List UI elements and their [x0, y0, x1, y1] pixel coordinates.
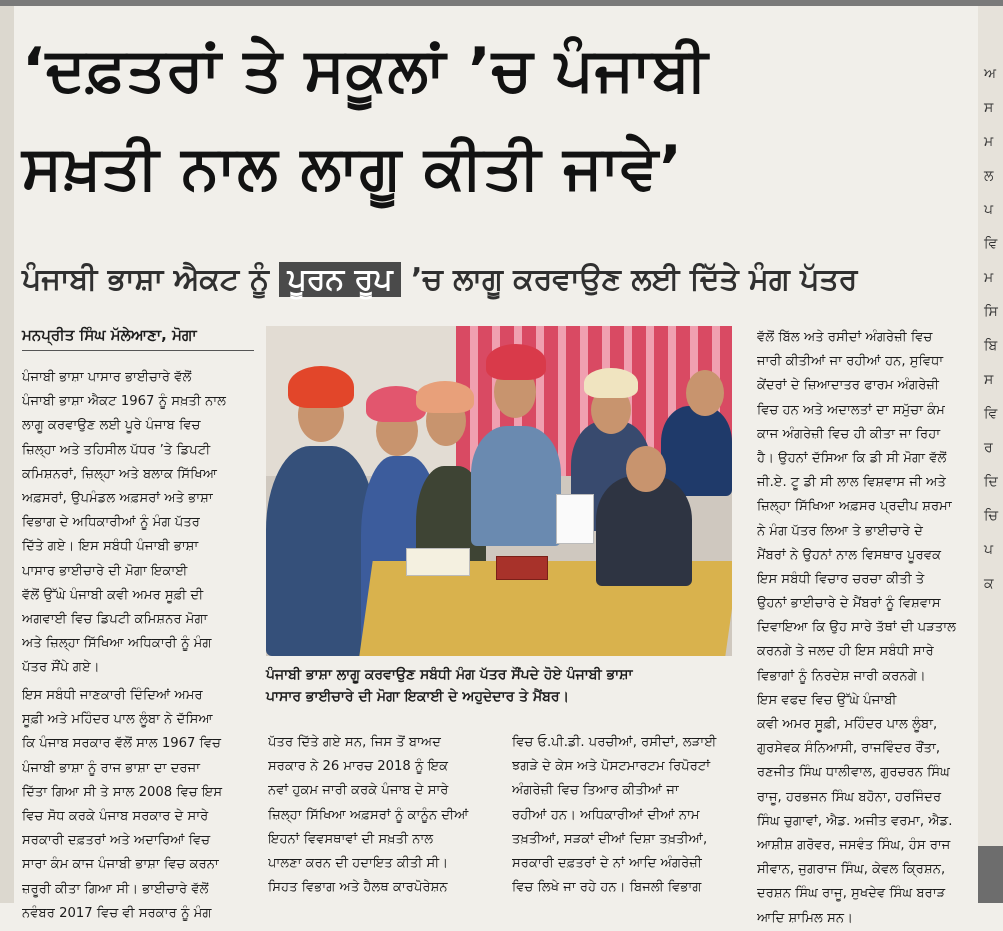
article-line: ਗੁਰਸੇਵਕ ਸੰਨਿਆਸੀ, ਰਾਜਵਿੰਦਰ ਰੌਂਤਾ, — [757, 741, 941, 757]
article-line: ਕੇਂਦਰਾਂ ਦੇ ਜ਼ਿਆਦਾਤਰ ਫਾਰਮ ਅੰਗਰੇਜ਼ੀ — [757, 378, 939, 394]
article-line: ਪੱਤਰ ਸੌਂਪੇ ਗਏ। — [22, 660, 100, 676]
left-page-edge — [0, 6, 14, 903]
adjacent-article-fragment: ਪ — [984, 542, 994, 558]
adjacent-article-fragment: ਦਿ — [984, 474, 998, 490]
article-line: ਕਾਜ ਅੰਗਰੇਜ਼ੀ ਵਿਚ ਹੀ ਕੀਤਾ ਜਾ ਰਿਹਾ — [757, 426, 941, 442]
article-line: ਅਤੇ ਜ਼ਿਲ੍ਹਾ ਸਿੱਖਿਆ ਅਧਿਕਾਰੀ ਨੂੰ ਮੰਗ — [22, 636, 212, 652]
article-line: ਇਸ ਸਬੰਧੀ ਵਿਚਾਰ ਚਰਚਾ ਕੀਤੀ ਤੇ — [757, 571, 925, 587]
article-line: ਵਿਚ ਸੋਧ ਕਰਕੇ ਪੰਜਾਬ ਸਰਕਾਰ ਦੇ ਸਾਰੇ — [22, 808, 209, 824]
article-line: ਸਿੰਘ ਚੁਗਾਵਾਂ, ਐਡ. ਅਜੀਤ ਵਰਮਾ, ਐਡ. — [757, 813, 953, 829]
article-line: ਲਾਗੂ ਕਰਵਾਉਣ ਲਈ ਪੂਰੇ ਪੰਜਾਬ ਵਿਚ — [22, 418, 201, 434]
photo-person — [471, 426, 561, 546]
article-line: ਆਸ਼ੀਸ਼ ਗਰੋਵਰ, ਜਸਵੰਤ ਸਿੰਘ, ਹੰਸ ਰਾਜ — [757, 837, 951, 853]
article-line: ਵਿਚ ਲਿਖੇ ਜਾ ਰਹੇ ਹਨ। ਬਿਜਲੀ ਵਿਭਾਗ — [512, 880, 702, 896]
article-line: ਜੀ.ਏ. ਟੂ ਡੀ ਸੀ ਲਾਲ ਵਿਸ਼ਵਾਸ ਜੀ ਅਤੇ — [757, 475, 946, 491]
article-line: ਦਰਸ਼ਨ ਸਿੰਘ ਰਾਜੂ, ਸੁਖਦੇਵ ਸਿੰਘ ਬਰਾੜ — [757, 886, 946, 902]
article-line: ਇਸ ਸਬੰਧੀ ਜਾਣਕਾਰੀ ਦਿੰਦਿਆਂ ਅਮਰ — [22, 688, 203, 703]
article-line: ਅਫ਼ਸਰਾਂ, ਉਪਮੰਡਲ ਅਫ਼ਸਰਾਂ ਅਤੇ ਭਾਸ਼ਾ — [22, 490, 213, 506]
photo-turban — [416, 381, 474, 413]
article-line: ਰਹੀਆਂ ਹਨ। ਅਧਿਕਾਰੀਆਂ ਦੀਆਂ ਨਾਮ — [512, 807, 700, 823]
article-line: ਦਿੱਤਾ ਗਿਆ ਸੀ ਤੇ ਸਾਲ 2008 ਵਿਚ ਇਸ — [22, 784, 223, 800]
article-line: ਸੀਵਾਨ, ਜੁਗਰਾਜ ਸਿੰਘ, ਕੇਵਲ ਕ੍ਰਿਸ਼ਨ, — [757, 862, 946, 878]
byline-rule — [22, 350, 254, 351]
article-line: ਕਿ ਪੰਜਾਬ ਸਰਕਾਰ ਵੱਲੋਂ ਸਾਲ 1967 ਵਿਚ — [22, 736, 222, 752]
article-line: ਹੈ। ਉਹਨਾਂ ਦੱਸਿਆ ਕਿ ਡੀ ਸੀ ਮੋਗਾ ਵੱਲੋਂ — [757, 450, 947, 466]
photo-caption — [266, 664, 740, 708]
article-line: ਕਰਨਗੇ ਤੇ ਜਲਦ ਹੀ ਇਸ ਸਬੰਧੀ ਸਾਰੇ — [757, 644, 934, 660]
article-line: ਵਿਚ ਹਨ ਅਤੇ ਅਦਾਲਤਾਂ ਦਾ ਸਮੁੱਚਾ ਕੰਮ — [757, 402, 945, 418]
article-line: ਰਾਜੂ, ਹਰਭਜਨ ਸਿੰਘ ਬਹੋਨਾ, ਹਰਜਿੰਦਰ — [757, 789, 942, 805]
article-line: ਅਗਵਾਈ ਵਿਚ ਡਿਪਟੀ ਕਮਿਸ਼ਨਰ ਮੋਗਾ — [22, 611, 208, 627]
article-line: ਆਦਿ ਸ਼ਾਮਿਲ ਸਨ। — [757, 910, 854, 926]
article-line: ਜ਼ਿਲ੍ਹਾ ਸਿੱਖਿਆ ਅਫ਼ਸਰਾਂ ਨੂੰ ਕਾਨੂੰਨ ਦੀਆਂ — [268, 807, 469, 823]
article-line: ਨਵੰਬਰ 2017 ਵਿਚ ਵੀ ਸਰਕਾਰ ਨੂੰ ਮੰਗ — [22, 905, 212, 921]
article-line: ਜ਼ਿਲ੍ਹਾ ਅਤੇ ਤਹਿਸੀਲ ਪੱਧਰ ’ਤੇ ਡਿਪਟੀ — [22, 442, 211, 458]
adjacent-article-fragment: ਅ — [984, 66, 997, 82]
subhead-before: ਪੰਜਾਬੀ ਭਾਸ਼ਾ ਐਕਟ ਨੂੰ — [22, 262, 280, 297]
adjacent-article-fragment: ਸਿ — [984, 304, 998, 320]
article-line: ਦਿੱਤੇ ਗਏ। ਇਸ ਸਬੰਧੀ ਪੰਜਾਬੀ ਭਾਸ਼ਾ — [22, 539, 199, 555]
article-column-2 — [268, 731, 504, 900]
article-column-1 — [22, 366, 258, 680]
adjacent-article-fragment: ਰ — [984, 440, 993, 456]
adjacent-article-strip — [978, 6, 1003, 903]
adjacent-article-fragment: ਵਿ — [984, 236, 998, 252]
article-line: ਜ਼ਰੂਰੀ ਕੀਤਾ ਗਿਆ ਸੀ। ਭਾਈਚਾਰੇ ਵੱਲੋਂ — [22, 881, 209, 897]
adjacent-article-fragment: ਵਿ — [984, 406, 998, 422]
article-line: ਜਾਰੀ ਕੀਤੀਆਂ ਜਾ ਰਹੀਆਂ ਹਨ, ਸੁਵਿਧਾ — [757, 354, 944, 370]
adjacent-article-fragment: ਕ — [984, 576, 994, 592]
article-line: ਇਹਨਾਂ ਵਿਵਸਥਾਵਾਂ ਦੀ ਸਖ਼ਤੀ ਨਾਲ — [268, 831, 434, 847]
article-line: ਪੰਜਾਬੀ ਭਾਸ਼ਾ ਨੂੰ ਰਾਜ ਭਾਸ਼ਾ ਦਾ ਦਰਜਾ — [22, 760, 200, 776]
article-line: ਵੱਲੋਂ ਬਿੱਲ ਅਤੇ ਰਸੀਦਾਂ ਅੰਗਰੇਜ਼ੀ ਵਿਚ — [757, 330, 933, 345]
article-line: ਰਣਜੀਤ ਸਿੰਘ ਧਾਲੀਵਾਲ, ਗੁਰਚਰਨ ਸਿੰਘ — [757, 765, 950, 781]
article-line: ਸੂਫ਼ੀ ਅਤੇ ਮਹਿੰਦਰ ਪਾਲ ਲੂੰਬਾ ਨੇ ਦੱਸਿਆ — [22, 712, 213, 728]
photo-memorandum — [556, 494, 594, 544]
photo-desk-paper — [496, 556, 548, 580]
adjacent-article-fragment: ਮ — [984, 134, 994, 150]
photo-turban — [288, 366, 354, 408]
adjacent-article-photo — [978, 846, 1003, 903]
article-line: ਕਵੀ ਅਮਰ ਸੂਫ਼ੀ, ਮਹਿੰਦਰ ਪਾਲ ਲੂੰਬਾ, — [757, 717, 938, 732]
adjacent-article-fragment: ਚਿ — [984, 508, 998, 524]
adjacent-article-fragment: ਸ — [984, 100, 994, 116]
article-line: ਸਰਕਾਰ ਨੇ 26 ਮਾਰਚ 2018 ਨੂੰ ਇਕ — [268, 759, 449, 775]
caption-line-2: ਪਾਸਾਰ ਭਾਈਚਾਰੇ ਦੀ ਮੋਗਾ ਇਕਾਈ ਦੇ ਅਹੁਦੇਦਾਰ ਤੇ ਮੈਂਬਰ। — [266, 689, 570, 705]
photo-turban — [584, 368, 638, 398]
article-line: ਵਿਚ ਓ.ਪੀ.ਡੀ. ਪਰਚੀਆਂ, ਰਸੀਦਾਂ, ਲੜਾਈ — [512, 735, 717, 750]
article-line: ਝਗੜੇ ਦੇ ਕੇਸ ਅਤੇ ਪੋਸਟਮਾਰਟਮ ਰਿਪੋਰਟਾਂ — [512, 759, 711, 775]
article-line: ਮੈਂਬਰਾਂ ਨੇ ਉਹਨਾਂ ਨਾਲ ਵਿਸਥਾਰ ਪੂਰਵਕ — [757, 547, 942, 563]
news-photo — [266, 326, 732, 656]
article-line: ਅੰਗਰੇਜ਼ੀ ਵਿਚ ਤਿਆਰ ਕੀਤੀਆਂ ਜਾ — [512, 783, 679, 799]
article-line: ਨੇ ਮੰਗ ਪੱਤਰ ਲਿਆ ਤੇ ਭਾਈਚਾਰੇ ਦੇ — [757, 523, 923, 539]
article-line: ਸਾਰਾ ਕੰਮ ਕਾਜ ਪੰਜਾਬੀ ਭਾਸ਼ਾ ਵਿਚ ਕਰਨਾ — [22, 857, 219, 873]
adjacent-article-fragment: ਬਿ — [984, 338, 998, 354]
photo-person-head — [626, 446, 666, 492]
byline: ਮਨਪ੍ਰੀਤ ਸਿੰਘ ਮੱਲੇਆਣਾ, ਮੋਗਾ — [22, 326, 197, 344]
article-line: ਨਵਾਂ ਹੁਕਮ ਜਾਰੀ ਕਰਕੇ ਪੰਜਾਬ ਦੇ ਸਾਰੇ — [268, 783, 449, 799]
article-line: ਪੱਤਰ ਦਿੱਤੇ ਗਏ ਸਨ, ਜਿਸ ਤੋਂ ਬਾਅਦ — [268, 735, 442, 750]
photo-person — [266, 446, 376, 656]
headline-line-2: ਸਖ਼ਤੀ ਨਾਲ ਲਾਗੂ ਕੀਤੀ ਜਾਵੇ’ — [22, 133, 683, 203]
photo-desk-paper — [406, 548, 470, 576]
article-line: ਜ਼ਿਲ੍ਹਾ ਸਿੱਖਿਆ ਅਫ਼ਸਰ ਪ੍ਰਦੀਪ ਸ਼ਰਮਾ — [757, 499, 952, 515]
article-line: ਪਾਸਾਰ ਭਾਈਚਾਰੇ ਦੀ ਮੋਗਾ ਇਕਾਈ — [22, 563, 188, 579]
article-line: ਤਖ਼ਤੀਆਂ, ਸੜਕਾਂ ਦੀਆਂ ਦਿਸ਼ਾ ਤਖ਼ਤੀਆਂ, — [512, 831, 708, 847]
adjacent-article-fragment: ਲ — [984, 168, 994, 184]
article-line: ਸਰਕਾਰੀ ਦਫ਼ਤਰਾਂ ਦੇ ਨਾਂ ਆਦਿ ਅੰਗਰੇਜ਼ੀ — [512, 855, 702, 871]
headline-line-1: ‘ਦਫ਼ਤਰਾਂ ਤੇ ਸਕੂਲਾਂ ’ਚ ਪੰਜਾਬੀ — [22, 35, 709, 105]
article-column-1-paragraph-2 — [22, 684, 258, 926]
article-line: ਸਿਹਤ ਵਿਭਾਗ ਅਤੇ ਹੈਲਥ ਕਾਰਪੋਰੇਸ਼ਨ — [268, 880, 448, 896]
article-line: ਕਮਿਸ਼ਨਰਾਂ, ਜ਼ਿਲ੍ਹਾ ਅਤੇ ਬਲਾਕ ਸਿੱਖਿਆ — [22, 466, 218, 482]
article-line: ਸਰਕਾਰੀ ਦਫ਼ਤਰਾਂ ਅਤੇ ਅਦਾਰਿਆਂ ਵਿਚ — [22, 833, 211, 849]
article-line: ਇਸ ਵਫਦ ਵਿਚ ਉੱਘੇ ਪੰਜਾਬੀ — [757, 692, 897, 708]
photo-seated-official — [596, 476, 692, 586]
article-line: ਉਹਨਾਂ ਭਾਈਚਾਰੇ ਦੇ ਮੈਂਬਰਾਂ ਨੂੰ ਵਿਸ਼ਵਾਸ — [757, 596, 941, 612]
article-line: ਪੰਜਾਬੀ ਭਾਸ਼ਾ ਐਕਟ 1967 ਨੂੰ ਸਖ਼ਤੀ ਨਾਲ — [22, 394, 227, 410]
article-line: ਪੰਜਾਬੀ ਭਾਸ਼ਾ ਪਾਸਾਰ ਭਾਈਚਾਰੇ ਵੱਲੋਂ — [22, 370, 192, 385]
subheadline — [22, 256, 972, 304]
subhead-highlight: ਪੂਰਨ ਰੂਪ — [279, 262, 400, 297]
article-line: ਵੱਲੋਂ ਉੱਘੇ ਪੰਜਾਬੀ ਕਵੀ ਅਮਰ ਸੂਫ਼ੀ ਦੀ — [22, 587, 204, 603]
subhead-after: ’ਚ ਲਾਗੂ ਕਰਵਾਉਣ ਲਈ ਦਿੱਤੇ ਮੰਗ ਪੱਤਰ — [400, 262, 858, 297]
adjacent-article-fragment: ਪ — [984, 202, 994, 218]
adjacent-article-fragment: ਮ — [984, 270, 994, 286]
article-column-3 — [512, 731, 748, 900]
top-rule — [0, 0, 1003, 6]
photo-person-head — [686, 370, 724, 416]
article-line: ਪਾਲਣਾ ਕਰਨ ਦੀ ਹਦਾਇਤ ਕੀਤੀ ਸੀ। — [268, 855, 449, 871]
article-column-4 — [757, 326, 975, 931]
caption-line-1: ਪੰਜਾਬੀ ਭਾਸ਼ਾ ਲਾਗੂ ਕਰਵਾਉਣ ਸਬੰਧੀ ਮੰਗ ਪੱਤਰ ਸੌਂਪਦੇ ਹੋਏ ਪੰਜਾਬੀ ਭਾਸ਼ਾ — [266, 667, 633, 683]
adjacent-article-fragment: ਸ — [984, 372, 994, 388]
photo-turban — [486, 344, 546, 380]
article-line: ਦਿਵਾਇਆ ਕਿ ਉਹ ਸਾਰੇ ਤੱਥਾਂ ਦੀ ਪੜਤਾਲ — [757, 620, 957, 636]
article-line: ਵਿਭਾਗ ਦੇ ਅਧਿਕਾਰੀਆਂ ਨੂੰ ਮੰਗ ਪੱਤਰ — [22, 515, 200, 531]
article-line: ਵਿਭਾਗਾਂ ਨੂੰ ਨਿਰਦੇਸ਼ ਜਾਰੀ ਕਰਨਗੇ। — [757, 668, 926, 684]
